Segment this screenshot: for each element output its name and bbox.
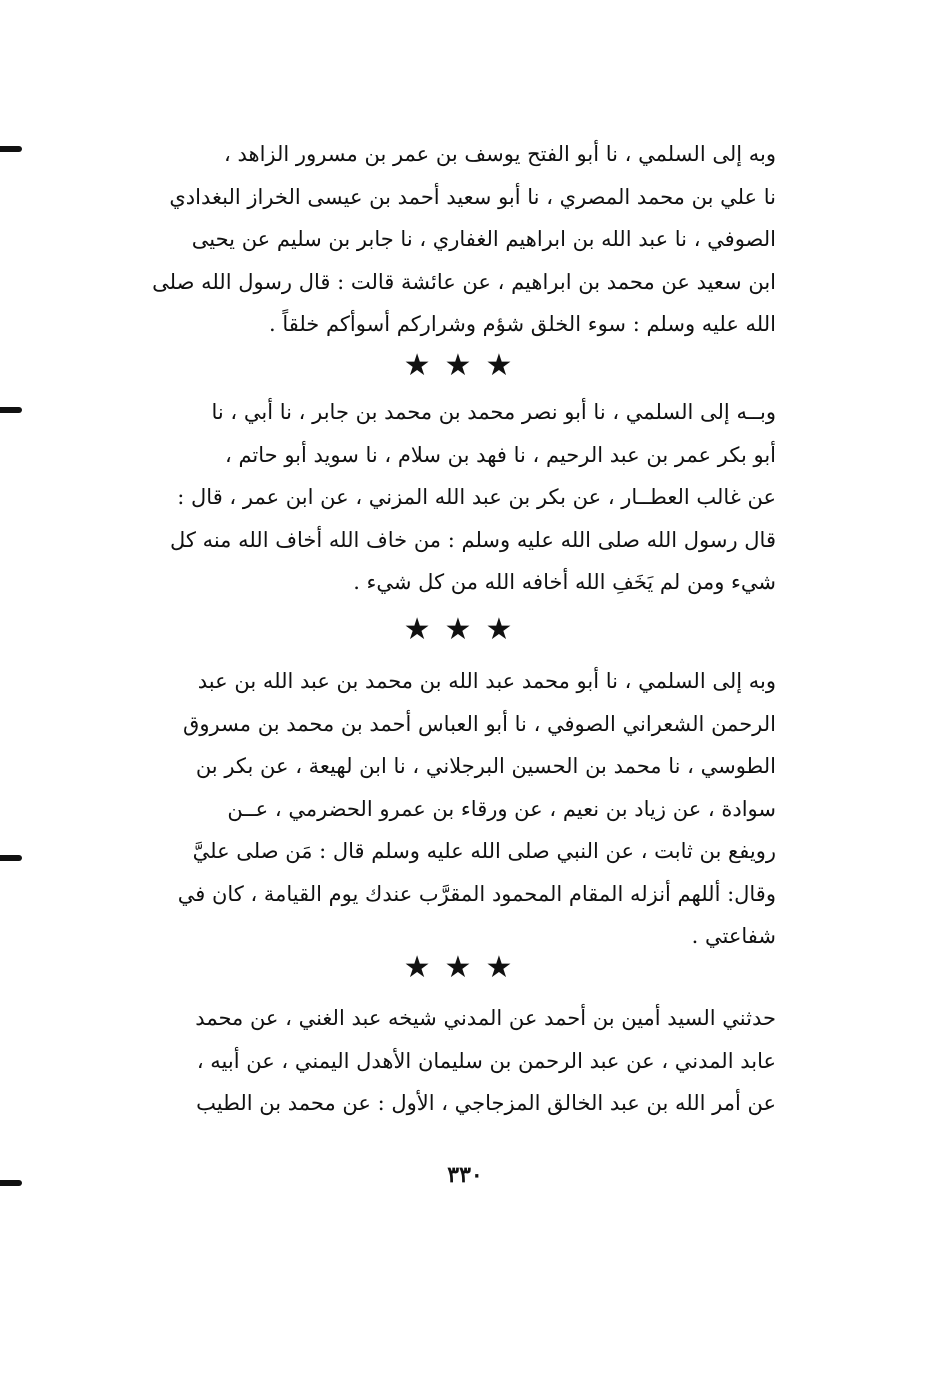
text-line: نا علي بن محمد المصري ، نا أبو سعيد أحمد بن عيسى الخراز البغدادي (169, 184, 776, 209)
margin-mark (0, 407, 22, 413)
text-line: الله عليه وسلم : سوء الخلق شؤم وشراركم أسوأكم خلقاً . (268, 312, 776, 336)
page-number: ٣٣٠ (447, 1162, 483, 1188)
text-line: شيء ومن لم يَخَفِ الله أخافه الله من كل شيء . (353, 570, 776, 594)
text-line: وبــه إلى السلمي ، نا أبو نصر محمد بن محمد بن جابر ، نا أبي ، نا (211, 400, 776, 424)
margin-mark (0, 855, 22, 861)
text-line: أبو بكر عمر بن عبد الرحيم ، نا فهد بن سلام ، نا سويد أبو حاتم ، (224, 442, 776, 467)
text-line: شفاعتي . (691, 924, 776, 948)
text-line: الرحمن الشعراني الصوفي ، نا أبو العباس أحمد بن محمد بن مسروق (183, 711, 776, 736)
text-line: وبه إلى السلمي ، نا أبو محمد عبد الله بن محمد بن عبد الله بن عبد (197, 669, 776, 693)
text-line: عن أمر الله بن عبد الخالق المزجاجي ، الأول : عن محمد بن الطيب (196, 1091, 776, 1115)
text-line: الطوسي ، نا محمد بن الحسين البرجلاني ، نا ابن لهيعة ، عن بكر بن (195, 754, 776, 778)
paragraph-3 (128, 660, 776, 958)
star-separator: ★★★ (403, 950, 527, 985)
text-line: الصوفي ، نا عبد الله بن ابراهيم الغفاري ، نا جابر بن سليم عن يحيى (191, 227, 776, 251)
paragraph-2 (128, 391, 776, 604)
star-separator: ★★★ (403, 612, 527, 647)
star-separator: ★★★ (403, 348, 527, 383)
text-line: عن غالب العطــار ، عن بكر بن عبد الله المزني ، عن ابن عمر ، قال : (177, 485, 776, 509)
text-line: سوادة ، عن زياد بن نعيم ، عن ورقاء بن عمرو الحضرمي ، عــن (227, 796, 776, 821)
text-line: ابن سعيد عن محمد بن ابراهيم ، عن عائشة قالت : قال رسول الله صلى (152, 269, 776, 294)
text-line: وقال: أللهم أنزله المقام المحمود المقرَّب عندك يوم القيامة ، كان في (177, 881, 776, 906)
margin-mark (0, 146, 22, 152)
text-line: وبه إلى السلمي ، نا أبو الفتح يوسف بن عمر بن مسرور الزاهد ، (224, 142, 776, 166)
text-line: عابد المدني ، عن عبد الرحمن بن سليمان الأهدل اليمني ، عن أبيه ، (196, 1048, 776, 1073)
text-line: حدثني السيد أمين بن أحمد عن المدني شيخه عبد الغني ، عن محمد (195, 1006, 776, 1030)
paragraph-4 (128, 997, 776, 1125)
paragraph-1 (128, 133, 776, 346)
text-line: قال رسول الله صلى الله عليه وسلم : من خاف الله أخاف الله منه كل (170, 527, 776, 552)
text-line: رويفع بن ثابت ، عن النبي صلى الله عليه وسلم قال : مَن صلى عليَّ (192, 839, 776, 863)
